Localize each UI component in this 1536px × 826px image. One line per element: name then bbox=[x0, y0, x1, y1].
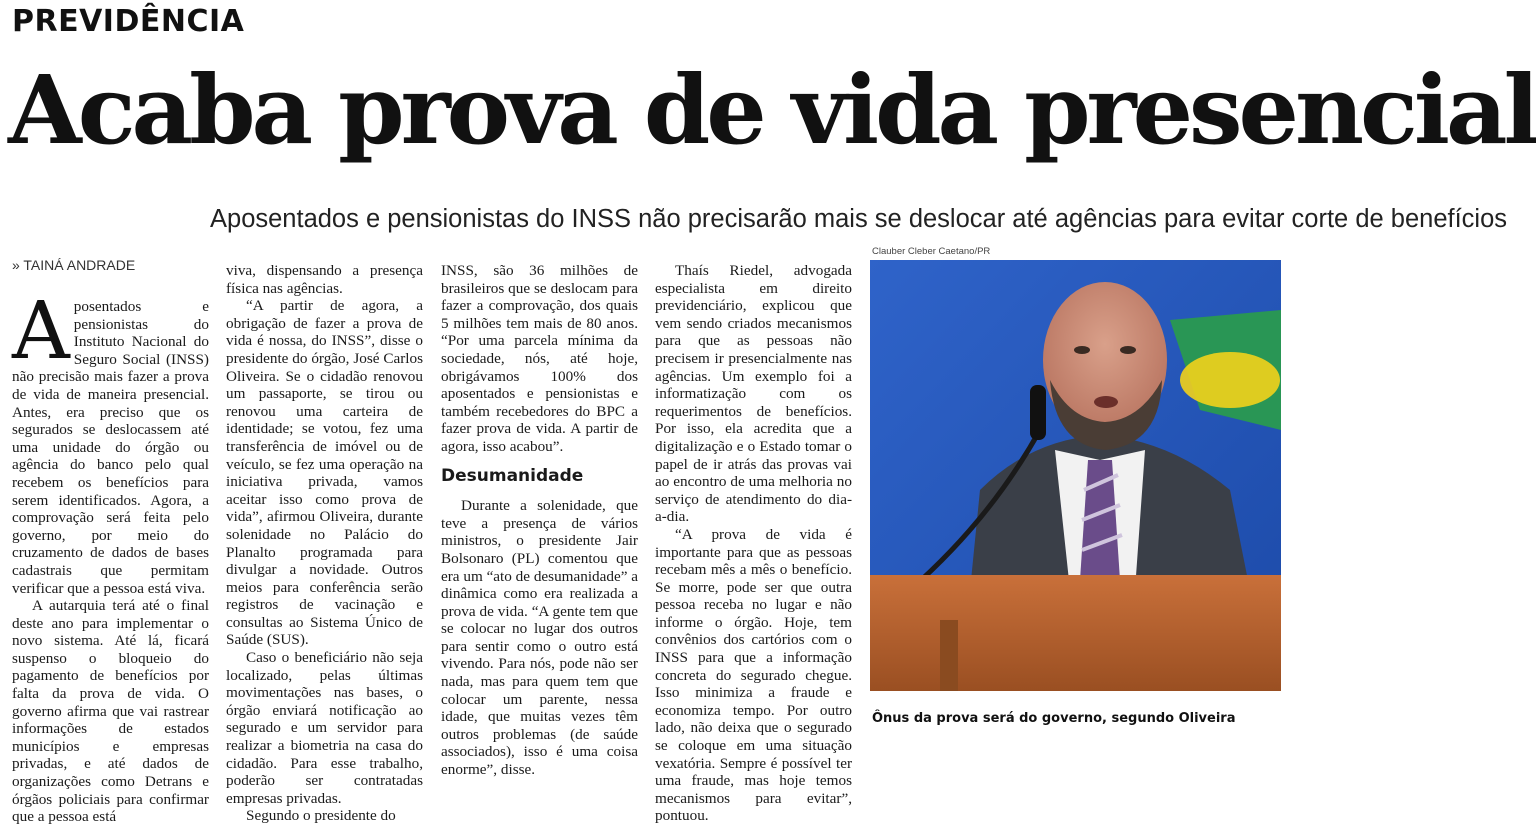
article-column-2 bbox=[226, 262, 423, 825]
news-photo bbox=[870, 260, 1281, 691]
paragraph: Segundo o presidente do bbox=[246, 807, 396, 825]
headline: Acaba prova de vida presencial bbox=[8, 55, 1536, 166]
paragraph: posentados e pensionistas do Instituto Nacional do Seguro Social (INSS) não precisão mais fazer a prova de vida de maneira presencial. Antes, era preciso que os segurados se deslocassem até uma unidade do órgão ou agência do banco pelo qual recebem os benefícios para serem identificados. Agora, a comprovação será feita pelo governo, por meio do cruzamento de dados de bases cadastrais que permitam verificar que a pessoa está viva. bbox=[12, 298, 209, 597]
photo-credit: Clauber Cleber Caetano/PR bbox=[872, 246, 991, 257]
photo-caption: Ônus da prova será do governo, segundo Oliveira bbox=[872, 711, 1236, 726]
paragraph: Caso o beneficiário não seja localizado, pelas últimas movimentações nas bases, o órgão enviará notificação ao segurado e um servidor para realizar a biometria na casa do cidadão. Para esse trabalho, poderão ser contratadas empresas privadas. bbox=[226, 649, 423, 807]
intertitle: Desumanidade bbox=[441, 465, 584, 486]
drop-cap: A bbox=[12, 284, 70, 377]
article-column-4 bbox=[655, 262, 852, 825]
paragraph: INSS, são 36 milhões de brasileiros que se deslocam para fazer a comprovação, dos quais 5 milhões tem mais de 80 anos. “Por uma parcela mínima da sociedade, nós, até hoje, obrigávamos 100% dos aposentados e pensionistas e também recebedores do BPC a fazer prova de vida. A partir de agora, isso acabou”. bbox=[441, 262, 638, 455]
paragraph: viva, dispensando a presença física nas agências. bbox=[226, 262, 423, 297]
paragraph: Thaís Riedel, advogada especialista em direito previdenciário, explicou que vem sendo criados mecanismos para que as pessoas não precisem ir presencialmente nas agências. Um exemplo foi a informatização com os requerimentos de benefícios. Por isso, ela acredita que a digitalização e o Estado tomar o papel de ir atrás das provas vai ao encontro de uma melhoria no serviço de atendimento do dia-a-dia. bbox=[655, 262, 852, 526]
paragraph: “A prova de vida é importante para que as pessoas recebam mês a mês o benefício. Se morre, pode ser que outra pessoa receba no lugar e não informe o órgão. Hoje, tem convênios dos cartórios com o INSS para que a informação concreta do segurado chegue. Isso minimiza a fraude e economiza tempo. Por outro lado, não deixa que o segurado se coloque em uma situação vexatória. Sempre é possível ter uma fraude, mas hoje temos mecanismos para evitar”, pontuou. bbox=[655, 525, 852, 825]
article-column-1 bbox=[12, 284, 209, 826]
paragraph: A autarquia terá até o final deste ano para implementar o novo sistema. Até lá, ficará suspenso o bloqueio do pagamento de benefícios por falta da prova de vida. O governo afirma que vai rastrear informações de estados municípios e empresas privadas, e até dados de organizações como Detrans e órgãos policiais para confirmar que a pessoa está bbox=[12, 597, 209, 826]
byline: » TAINÁ ANDRADE bbox=[12, 257, 136, 273]
article-column-3 bbox=[441, 262, 638, 779]
subheadline: Aposentados e pensionistas do INSS não precisarão mais se deslocar até agências para evitar corte de benefícios bbox=[210, 205, 1508, 233]
paragraph: Durante a solenidade, que teve a presença de vários ministros, o presidente Jair Bolsonaro (PL) comentou que era um “ato de desumanidade” a dinâmica como era realizada a prova de vida. “A gente tem que se colocar no lugar dos outros para sentir como o outro está vivendo. Para nós, pode não ser nada, mas para quem tem que colocar um parente, nessa idade, que muitas vezes têm outros problemas (de saúde associados), isso é uma coisa enorme”, disse. bbox=[441, 497, 638, 779]
section-label: PREVIDÊNCIA bbox=[12, 4, 245, 39]
paragraph: “A partir de agora, a obrigação de fazer a prova de vida é nossa, do INSS”, disse o presidente do órgão, José Carlos Oliveira. Se o cidadão renovou um passaporte, se tirou ou renovou uma carteira de identidade; se votou, fez uma transferência de imóvel ou de veículo, se fez uma operação na iniciativa privada, vamos aceitar isso como prova de vida”, afirmou Oliveira, durante solenidade no Palácio do Planalto programada para divulgar a novidade. Outros meios para conferência serão registros de vacinação e consultas ao Sistema Único de Saúde (SUS). bbox=[226, 297, 423, 649]
